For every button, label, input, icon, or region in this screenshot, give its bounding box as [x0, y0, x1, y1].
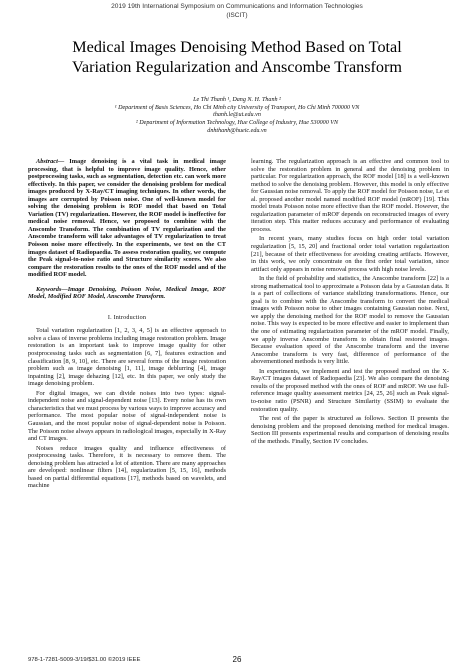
- body-paragraph: In recent years, many studies focus on high order total variation regularization [5, 15, 20] and fractional order total variation regularization [21], because of their effectiveness for avoiding creating artifacts. However, in this work, we only concentrate on the first order total variation, since artifact only appears in noise removal process with high noise levels.: [251, 235, 449, 273]
- author-block: [40, 97, 434, 136]
- keywords: Keywords—Image Denoising, Poisson Noise, Medical Image, ROF Model, Modified ROF Model, Anscombe Transform.: [28, 285, 226, 301]
- right-column: [251, 158, 449, 445]
- intro-paragraph: For digital images, we can divide noises into two types: signal-independent noise and signal-dependent noise [13]. Every noise has its own characteristics that we must process by various ways to improve accuracy and performance. The most popular noise of signal-independent noise is Gaussian, and the most popular noise of signal-dependent noise is Poisson. The Poisson noise always appears in radiological images, especially in X-Ray and CT images.: [28, 389, 226, 443]
- affiliation-1: ¹ Department of Basis Sciences, Ho Chi Minh city University of Transport, Ho Chi Minh 700000 VN: [114, 104, 360, 111]
- email-1: thanh.le@ut.edu.vn: [213, 112, 261, 119]
- intro-paragraph: Noises reduce images quality and influence effectiveness of postprocessing tasks. Therefore, it is necessary to remove them. The denoising problem has attracted a lot of attention. There are many approaches are developed: nonlinear filters [14], regularization [5, 15, 16], methods based on partial differential equations [17], methods based on wavelets, and machine: [28, 444, 226, 490]
- abstract-text: Image denoising is a vital task in medical image processing, that is helpful to improve image quality. Hence, other postprocessing tasks, such as segmentation, detection etc. can work more effectively. In this paper, we consider the denoising problem for medical images produced by X-Ray/CT imaging techniques. In other words, the images are corrupted by Poisson noise. One of well-known model for solving the denoising problem is ROF model that based on Total Variation (TV) regularization. However, the ROF model is ineffective for medical noise removal. Hence, we proposed to combine with the Anscombe Transform. The combination of TV regularization and the Anscombe transform will take advantages of TV regularization to treat Poisson noise more effectively. In the experiments, we test on the CT images dataset of Radiopaedia. To assess restoration quality, we compute the Peak signal-to-noise ratio and Structure similarity scores. We also compare the restoration results to the ones of the ROF model and of the modified ROF model.: [28, 158, 226, 279]
- paper-title: [20, 37, 454, 77]
- page-number: 26: [232, 655, 242, 664]
- email-2: dnhthanh@hueic.edu.vn: [207, 127, 267, 134]
- isbn-footer: 978-1-7281-5009-3/19/$31.00 ©2019 IEEE: [28, 657, 141, 663]
- affiliation-2: ² Department of Information Technology, Hue College of Industry, Hue 530000 VN: [135, 120, 339, 127]
- intro-paragraph: Total variation regularization [1, 2, 3, 4, 5] is an effective approach to solve a class of inverse problems including image restoration problem. Image restoration is an important task to improve image quality for other postprocessing tasks such as segmentation [6, 7], features extraction and classification [8, 9, 10], etc. There are several forms of the image restoration problem such as image denoising [1, 11], image deblurring [4], image inpainting [2], image dehazing [12], etc. In this paper, we only study the image denoising problem.: [28, 327, 226, 388]
- title-line-2: Variation Regularization and Anscombe Transform: [72, 58, 402, 76]
- conference-header: [40, 3, 434, 20]
- section-heading-introduction: I. Introduction: [107, 314, 147, 321]
- left-column: [28, 158, 226, 490]
- conference-name: 2019 19th International Symposium on Communications and Information Technologies: [111, 3, 363, 10]
- body-paragraph: In the field of probability and statistics, the Anscombe transform [22] is a strong mathematical tool to approximate a Poisson data by a Gaussian data. It is a part of collections of variance stabilizing transformations. Hence, our goal is to combine with the Anscombe transform to convert the medical images with Poisson noise to other images containing Gaussian noise. Next, we apply the denoising method for the ROF model to remove the Gaussian noise. This way is expected to be more effective and easier to implement than the one of estimating regularization parameter of the mROF model. Finally, we apply inverse Anscombe transform to obtain final restored images. Because evaluation speed of the Anscombe transform and the inverse Anscombe transform is very fast, difference of performance of the abovementioned methods is very little.: [251, 275, 449, 366]
- abstract-label: Abstract—: [36, 158, 65, 165]
- title-line-1: Medical Images Denoising Method Based on Total: [72, 38, 402, 56]
- author-names: Le Thi Thanh ¹, Dang N. H. Thanh ²: [193, 97, 281, 103]
- conference-acronym: (ISCIT): [226, 11, 248, 19]
- abstract: [28, 158, 226, 279]
- body-paragraph: learning. The regularization approach is an effective and common tool to solve the restoration problem in general and the denoising problem in particular. For regularization approach, the ROF model [18] is a well-known method to solve the denoising problem. However, this model is only effective for Gaussian noise removal. To apply the ROF model for Poisson noise, Le et al. proposed another model named modified ROF model (mROF) [19]. This model treats Poisson noise more effective than the ROF model. However, the regularization parameter of mROF depends on reconstructed images of every iteration step. This matter reduces accuracy and performance of evaluating process.: [251, 158, 449, 233]
- body-paragraph: The rest of the paper is structured as follows. Section II presents the denoising problem and the proposed denoising method for medical images. Section III presents experimental results and comparison of denoising results of the methods. Finally, Section IV concludes.: [251, 415, 449, 445]
- body-paragraph: In experiments, we implement and test the proposed method on the X-Ray/CT images dataset of Radiopaedia [23]. We also compare the denoising results of the proposed method with the ones of ROF and mROF. We use full-reference image quality assessment metrics [24, 25, 26] such as Peak signal-to-noise ratio (PSNR) and Structure Similarity (SSIM) to evaluate the restoration quality.: [251, 367, 449, 413]
